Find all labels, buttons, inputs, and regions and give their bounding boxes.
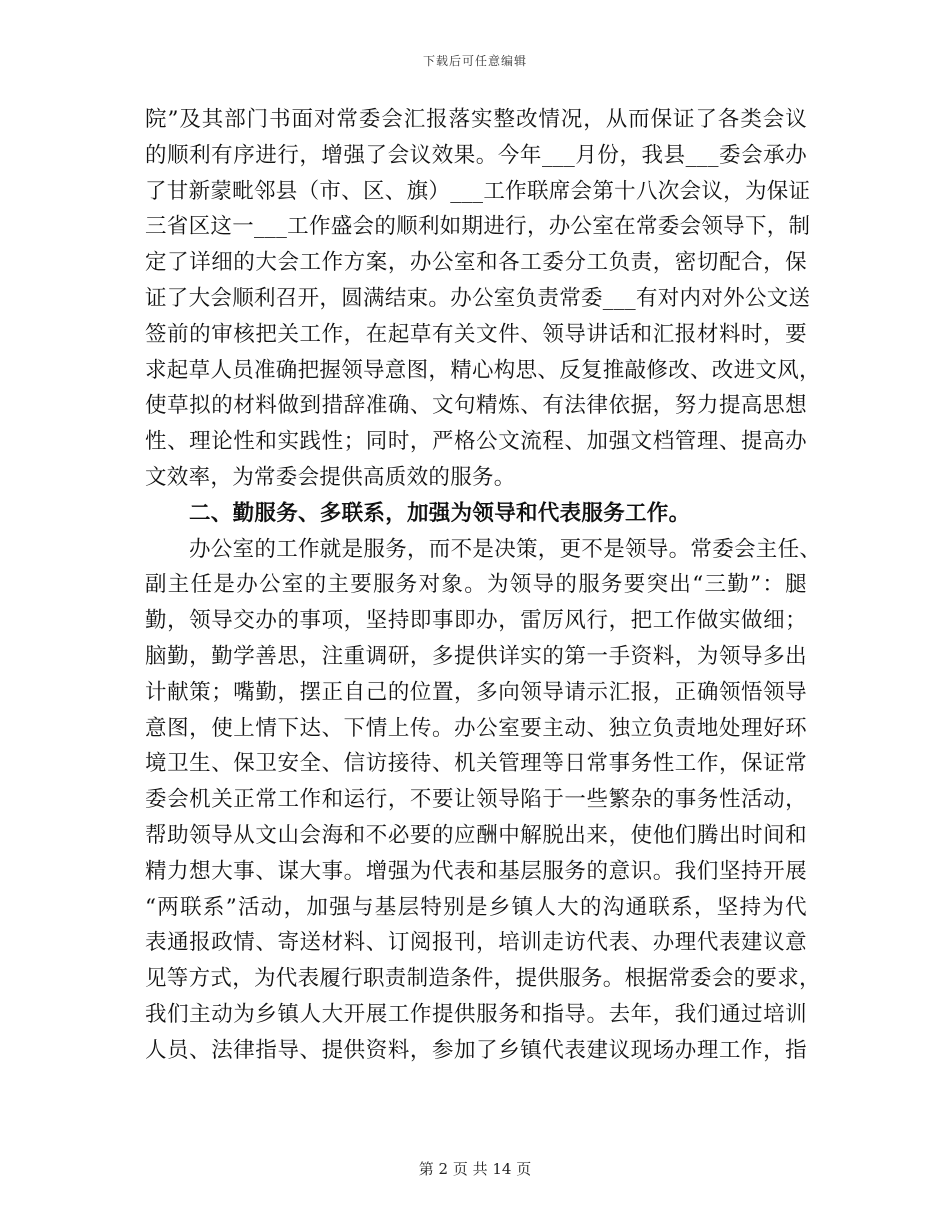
document-body (145, 102, 822, 1069)
paragraph-line: 院”及其部门书面对常委会汇报落实整改情况，从而保证了各类会议 (145, 107, 807, 132)
paragraph-line: 表通报政情、寄送材料、订阅报刊，培训走访代表、办理代表建议意 (145, 930, 807, 956)
paragraph-line: 证了大会顺利召开，圆满结束。办公室负责常委___有对内对外公文送 (145, 285, 811, 311)
paragraph-line: 使草拟的材料做到措辞准确、文句精炼、有法律依据，努力提高思想 (145, 393, 807, 419)
page-number: 第 2 页 共 14 页 (418, 1160, 532, 1178)
paragraph-line: 三省区这一___工作盛会的顺利如期进行，办公室在常委会领导下，制 (145, 214, 811, 240)
paragraph-line: 委会机关正常工作和运行，不要让领导陷于一些繁杂的事务性活动， (145, 787, 807, 813)
paragraph-line: 意图，使上情下达、下情上传。办公室要主动、独立负责地处理好环 (145, 715, 807, 741)
paragraph-line: 了甘新蒙毗邻县（市、区、旗）___工作联席会第十八次会议，为保证 (145, 178, 811, 204)
paragraph-line: 帮助领导从文山会海和不必要的应酬中解脱出来，使他们腾出时间和 (145, 822, 807, 848)
section-heading: 二、勤服务、多联系，加强为领导和代表服务工作。 (189, 500, 691, 526)
paragraph-line: “两联系”活动，加强与基层特别是乡镇人大的沟通联系，坚持为代 (145, 894, 807, 920)
paragraph-1 (145, 102, 821, 496)
paragraph-line: 脑勤，勤学善思，注重调研，多提供详实的第一手资料，为领导多出 (145, 643, 807, 669)
paragraph-line: 定了详细的大会工作方案，办公室和各工委分工负责，密切配合，保 (145, 250, 807, 276)
paragraph-2 (145, 532, 822, 1069)
paragraph-line: 副主任是办公室的主要服务对象。为领导的服务要突出“三勤”：腿 (145, 572, 807, 598)
paragraph-line: 签前的审核把关工作，在起草有关文件、领导讲话和汇报材料时，要 (145, 321, 807, 347)
paragraph-line: 计献策；嘴勤，摆正自己的位置，多向领导请示汇报，正确领悟领导 (145, 679, 807, 705)
page-header: 下载后可任意编辑 (422, 54, 527, 68)
paragraph-line: 精力想大事、谋大事。增强为代表和基层服务的意识。我们坚持开展 (145, 858, 807, 884)
paragraph-line: 我们主动为乡镇人大开展工作提供服务和指导。去年，我们通过培训 (145, 1001, 807, 1027)
paragraph-line: 性、理论性和实践性；同时，严格公文流程、加强文档管理、提高办 (145, 429, 807, 455)
paragraph-line: 求起草人员准确把握领导意图，精心构思、反复推敲修改、改进文风， (145, 357, 821, 383)
paragraph-line: 见等方式，为代表履行职责制造条件，提供服务。根据常委会的要求， (145, 966, 821, 992)
paragraph-line: 的顺利有序进行，增强了会议效果。今年___月份，我县___委会承办 (145, 142, 807, 168)
paragraph-line: 人员、法律指导、提供资料，参加了乡镇代表建议现场办理工作，指 (145, 1037, 807, 1063)
paragraph-line: 勤，领导交办的事项，坚持即事即办，雷厉风行，把工作做实做细； (145, 608, 807, 634)
paragraph-line: 文效率，为常委会提供高质效的服务。 (145, 464, 516, 490)
paragraph-line: 境卫生、保卫安全、信访接待、机关管理等日常事务性工作，保证常 (145, 751, 807, 777)
paragraph-line: 办公室的工作就是服务，而不是决策，更不是领导。常委会主任、 (189, 536, 822, 562)
